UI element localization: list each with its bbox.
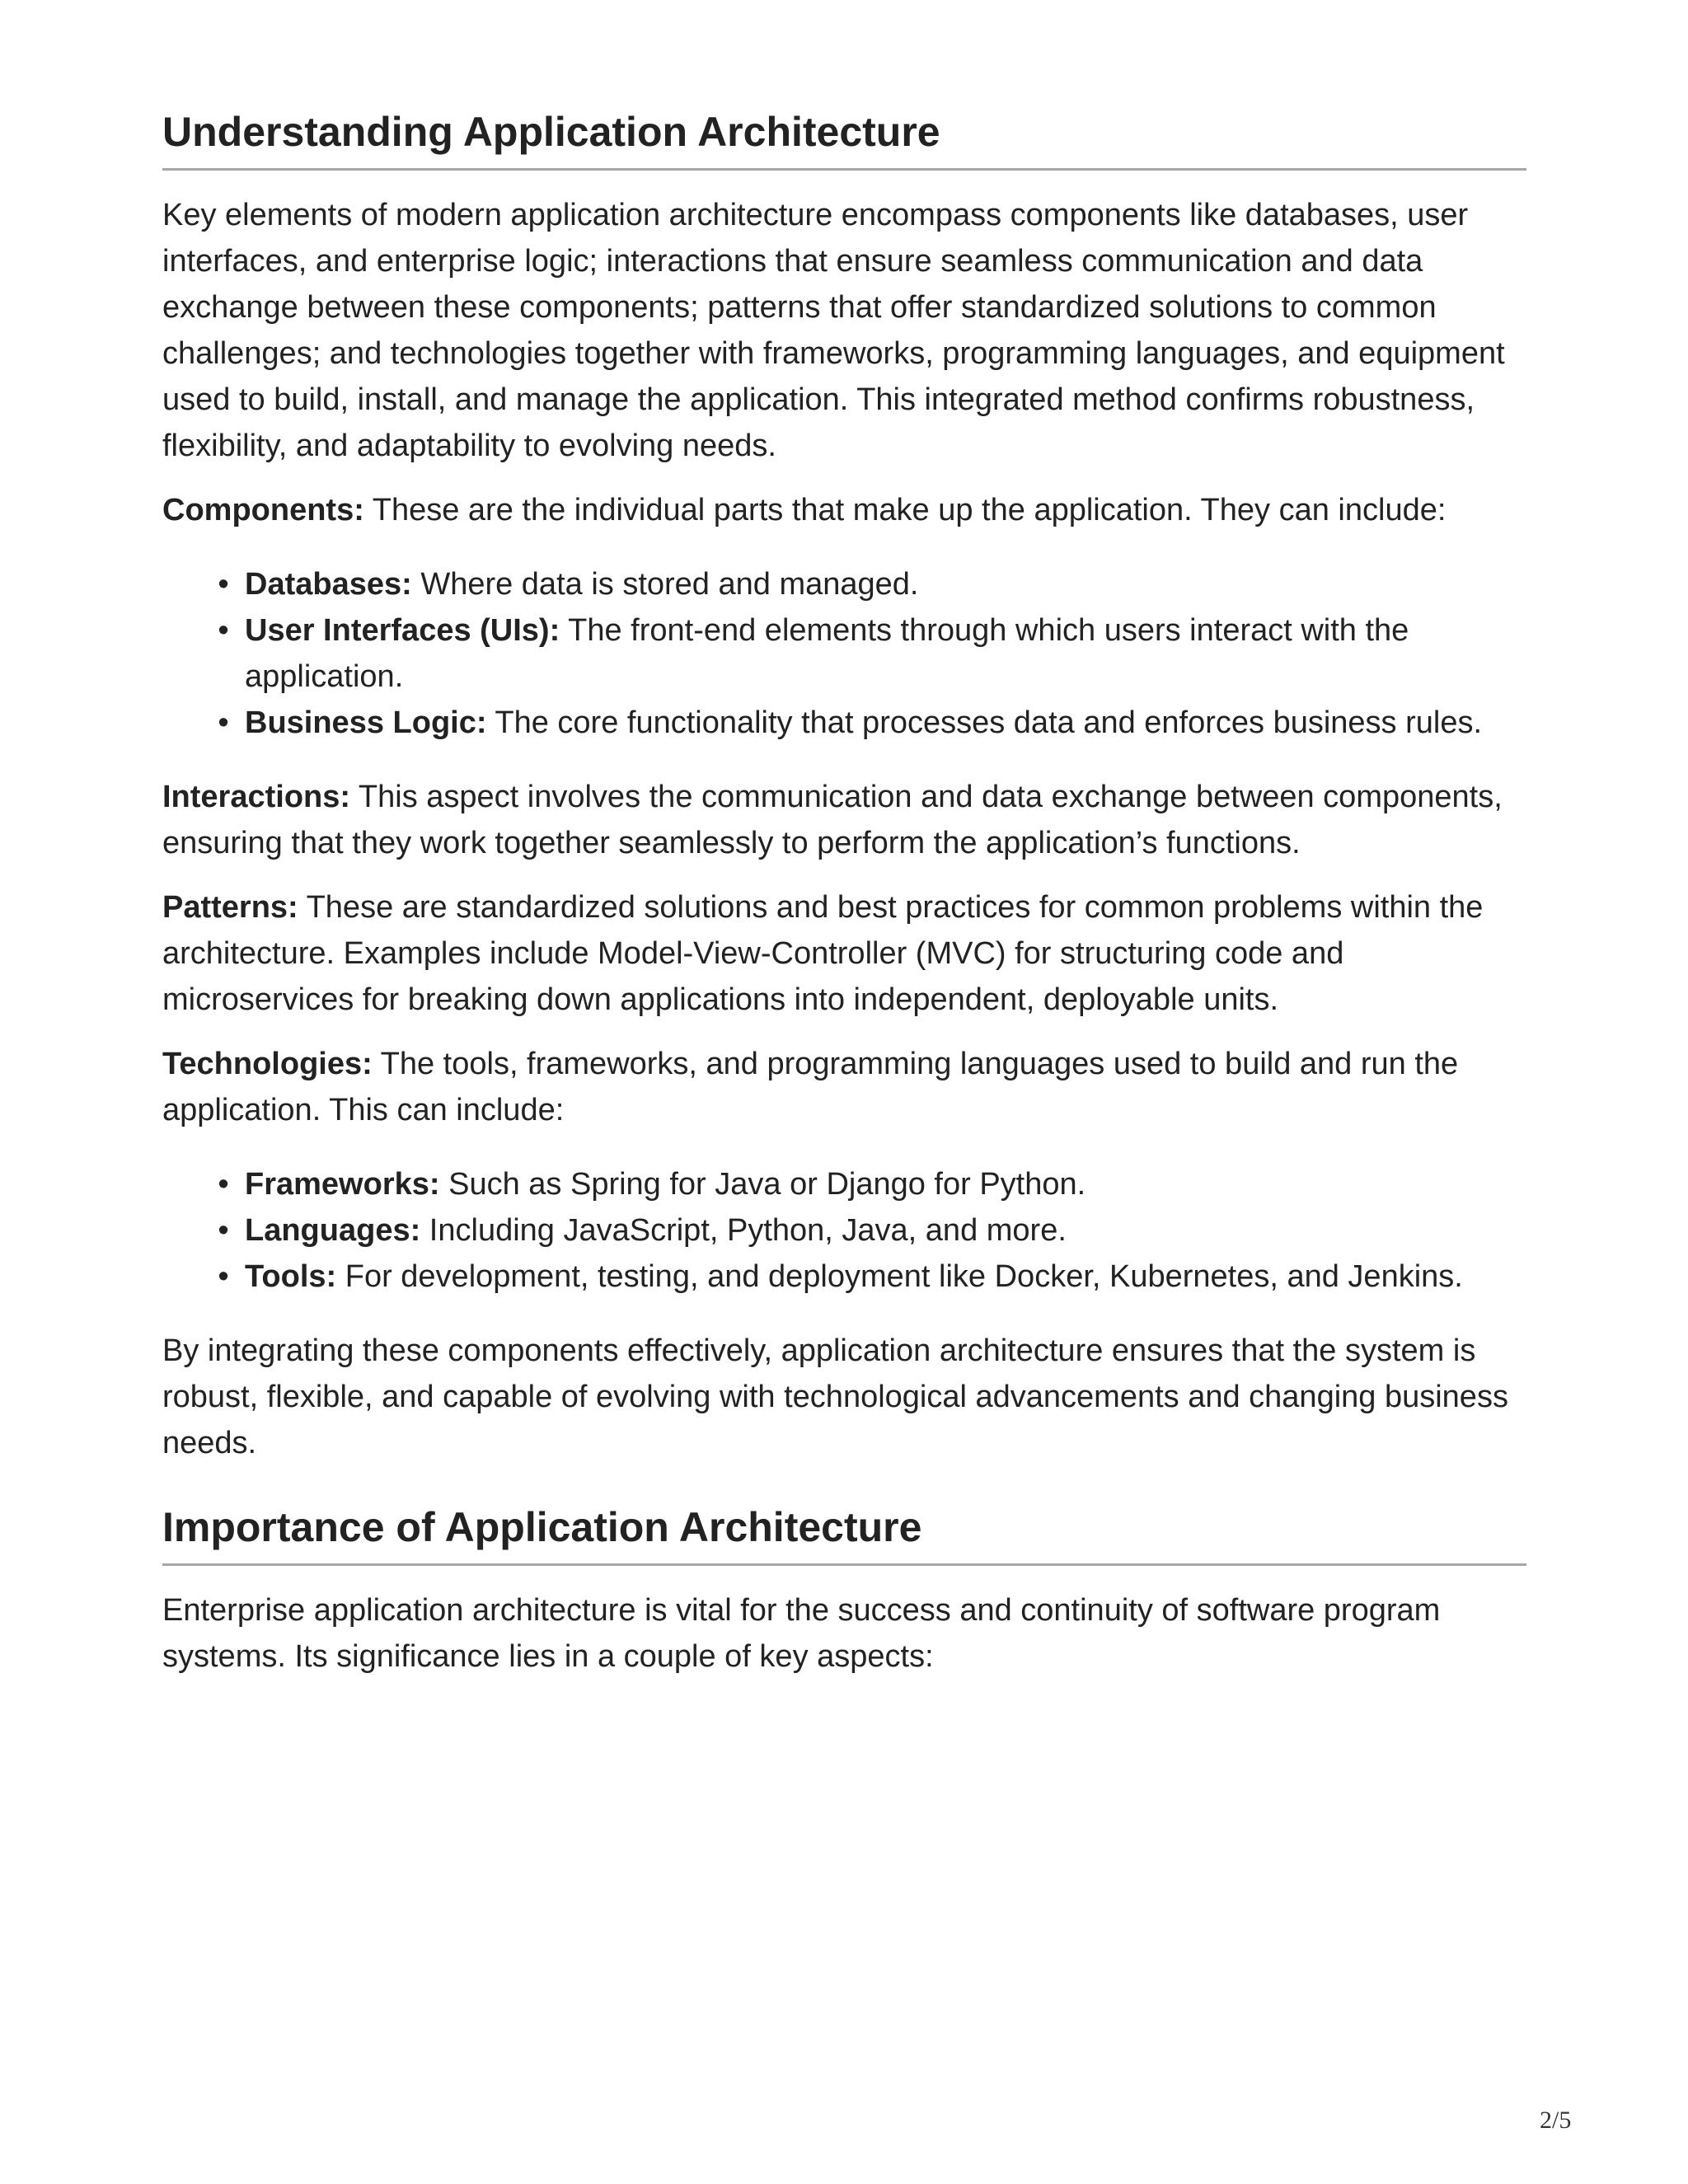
list-item-term: Tools: (245, 1259, 337, 1294)
list-item-term: User Interfaces (UIs): (245, 613, 560, 648)
section-heading-importance: Importance of Application Architecture (162, 1502, 1526, 1566)
technologies-term: Technologies: (162, 1047, 373, 1081)
list-item (218, 700, 1526, 746)
interactions-paragraph (162, 774, 1526, 866)
list-item-term: Business Logic: (245, 705, 487, 740)
list-item-term: Frameworks: (245, 1167, 440, 1202)
bullet-icon: • (218, 1167, 229, 1202)
list-item-text: Where data is stored and managed. (411, 567, 919, 602)
section-heading-understanding: Understanding Application Architecture (162, 107, 1526, 171)
technologies-list (162, 1161, 1526, 1300)
bullet-icon: • (218, 705, 229, 740)
bullet-icon: • (218, 613, 229, 648)
list-item-text: For development, testing, and deployment like Docker, Kubernetes, and Jenkins. (336, 1259, 1463, 1294)
list-item-text: The front-end elements through which users interact with the application. (245, 613, 1409, 694)
patterns-paragraph (162, 884, 1526, 1023)
importance-paragraph: Enterprise application architecture is vital for the success and continuity of software program systems. Its significance lies in a couple of key aspects: (162, 1593, 1441, 1674)
intro-paragraph: Key elements of modern application architecture encompass components like databases, user interfaces, and enterprise logic; interactions that ensure seamless communication and data exchange between these components; patterns that offer standardized solutions to common challenges; and technologies together with frameworks, programming languages, and equipment used to build, install, and manage the application. This integrated method confirms robustness, flexibility, and adaptability to evolving needs. (162, 198, 1505, 463)
page-content (162, 107, 1526, 1680)
list-item (218, 1161, 1526, 1207)
components-text: These are the individual parts that make up the application. They can include: (363, 493, 1447, 527)
bullet-icon: • (218, 1259, 229, 1294)
technologies-paragraph (162, 1041, 1526, 1133)
conclusion-paragraph: By integrating these components effectively, application architecture ensures that the system is robust, flexible, and capable of evolving with technological advancements and changing business needs. (162, 1333, 1508, 1460)
interactions-text: This aspect involves the communication and data exchange between components, ensuring that they work together seamlessly to perform the application’s functions. (162, 780, 1503, 860)
components-term: Components: (162, 493, 364, 527)
list-item (218, 561, 1526, 607)
list-item (218, 607, 1526, 700)
components-list (162, 561, 1526, 746)
patterns-text: These are standardized solutions and best practices for common problems within the architecture. Examples include Model-View-Controller (MVC) for structuring code and microservices for breaking down applications into independent, deployable units. (162, 890, 1484, 1017)
list-item (218, 1254, 1526, 1300)
technologies-text: The tools, frameworks, and programming languages used to build and run the application. This can include: (162, 1047, 1459, 1127)
components-paragraph (162, 487, 1526, 533)
list-item-text: Including JavaScript, Python, Java, and more. (420, 1213, 1067, 1248)
list-item (218, 1207, 1526, 1254)
bullet-icon: • (218, 567, 229, 602)
patterns-term: Patterns: (162, 890, 298, 925)
interactions-term: Interactions: (162, 780, 351, 814)
list-item-text: The core functionality that processes data and enforces business rules. (486, 705, 1483, 740)
list-item-term: Databases: (245, 567, 412, 602)
bullet-icon: • (218, 1213, 229, 1248)
list-item-term: Languages: (245, 1213, 421, 1248)
list-item-text: Such as Spring for Java or Django for Python. (439, 1167, 1086, 1202)
page-number: 2/5 (1540, 2107, 1572, 2134)
